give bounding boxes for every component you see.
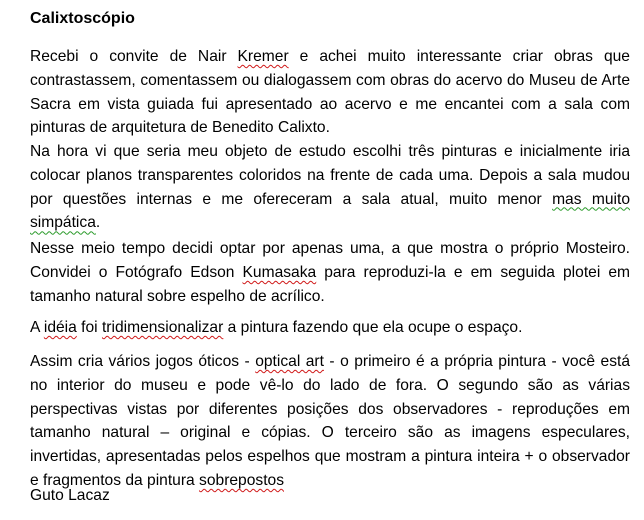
- grammar-flagged-phrase[interactable]: mas muito simpática: [30, 190, 630, 232]
- text-run: a pintura fazendo que ela ocupe o espaço.: [223, 319, 523, 336]
- paragraph-3: [30, 237, 630, 308]
- paragraph-2: [30, 140, 630, 235]
- spelling-flagged-word[interactable]: optical art: [255, 353, 324, 370]
- paragraph-4: [30, 316, 630, 340]
- spelling-flagged-word[interactable]: Kremer: [237, 48, 289, 65]
- text-run: Nesse meio tempo decidi optar por apenas uma, a que mostra o próprio Mosteiro. Convidei o Fotógrafo Edson: [30, 240, 630, 281]
- text-run: Na hora vi que seria meu objeto de estudo escolhi três pinturas e inicialmente iria colocar planos transparentes coloridos na frente de cada uma. Depois a sala mudou por questões internas e me ofereceram a sala atual, muito menor: [30, 143, 630, 208]
- paragraph-5: [30, 350, 630, 493]
- spelling-flagged-word[interactable]: sobrepostos: [199, 471, 284, 489]
- text-run: Recebi o convite de Nair: [30, 48, 238, 65]
- text-run: para reproduzi-la e em seguida plotei em tamanho natural sobre espelho de acrílico.: [30, 263, 631, 305]
- spelling-flagged-word[interactable]: idéia: [43, 319, 77, 336]
- text-run: foi: [76, 319, 102, 336]
- text-run: .: [95, 214, 101, 232]
- paragraph-1: [30, 45, 630, 140]
- document-title: Calixtoscópio: [30, 10, 135, 27]
- text-run: e achei muito interessante criar obras que contrastassem, comentassem ou dialogassem com obras do acervo do Museu de Arte Sacra em vista guiada fui apresentado ao acervo e me encantei com a sala com pinturas de arquitetura de Benedito Calixto.: [30, 48, 630, 137]
- text-run: - o primeiro é a própria pintura - você está no interior do museu e pode vê-lo do lado de fora. O segundo são as várias perspectivas vistas por diferentes posições dos observadores - reproduções em tamanho natural – original e cópias. O terceiro são as imagens especulares, invertidas, apresentadas pelos espelhos que mostram a pintura inteira + o observador e fragmentos da pintura: [30, 353, 631, 489]
- text-run: A: [30, 319, 44, 336]
- spelling-flagged-word[interactable]: Kumasaka: [242, 263, 317, 281]
- text-run: Assim cria vários jogos óticos -: [30, 353, 256, 370]
- author-signature: Guto Lacaz: [30, 487, 110, 504]
- spelling-flagged-word[interactable]: tridimensionalizar: [101, 319, 224, 336]
